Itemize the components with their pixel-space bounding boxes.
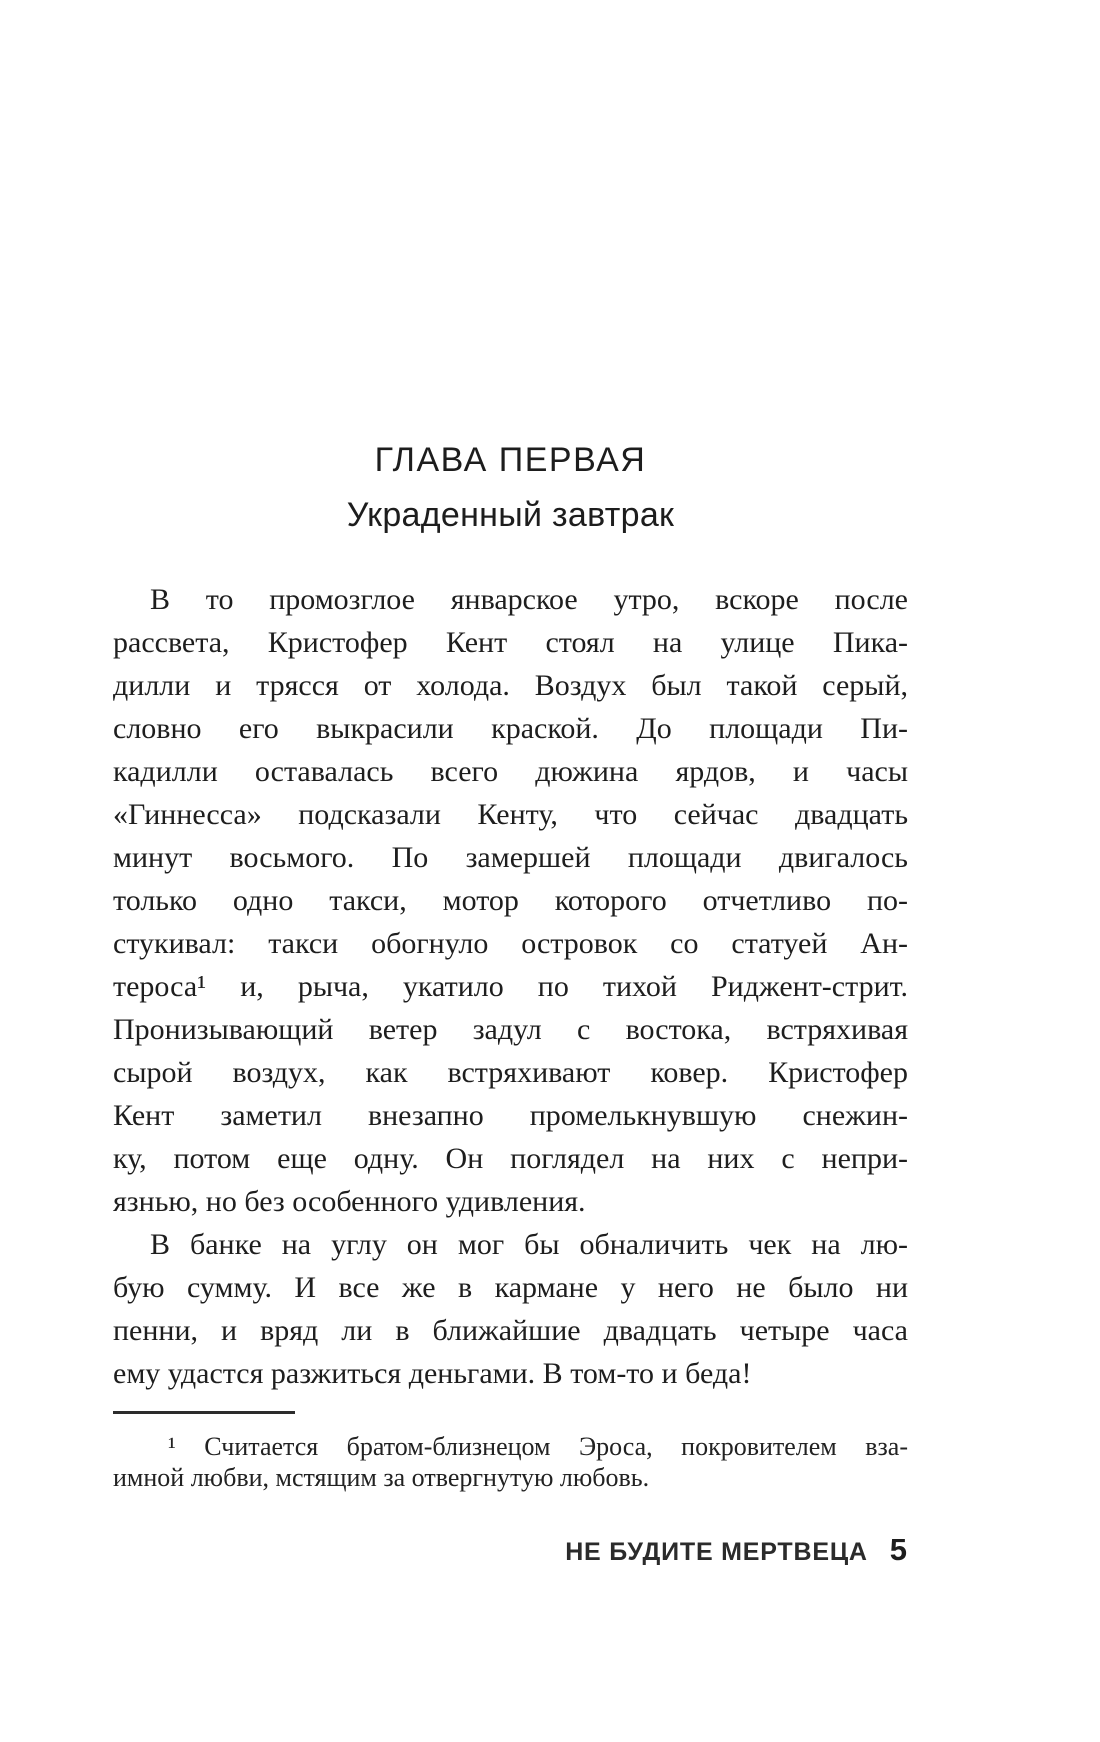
body-line: ку, потом еще одну. Он поглядел на них с непри- <box>113 1142 908 1175</box>
body-line: минут восьмого. По замершей площади двигалось <box>113 841 908 874</box>
footnote <box>113 1431 908 1493</box>
body-line: словно его выкрасили краской. До площади Пи- <box>113 712 908 745</box>
body-line: кадилли оставалась всего дюжина ярдов, и часы <box>113 755 908 788</box>
body-line: В банке на углу он мог бы обналичить чек на лю- <box>150 1228 908 1261</box>
body-line: бую сумму. И все же в кармане у него не было ни <box>113 1271 908 1304</box>
body-line: дилли и трясся от холода. Воздух был такой серый, <box>113 669 908 702</box>
page-number: 5 <box>889 1532 907 1567</box>
footnote-divider <box>113 1411 295 1414</box>
body-text <box>113 578 908 1395</box>
footnote-line: имной любви, мстящим за отвергнутую любовь. <box>113 1463 650 1492</box>
body-line: только одно такси, мотор которого отчетливо по- <box>113 884 908 917</box>
body-line: язнью, но без особенного удивления. <box>113 1185 586 1218</box>
body-line: В то промозглое январское утро, вскоре после <box>150 583 908 616</box>
footnote-line: ¹ Считается братом-близнецом Эроса, покровителем вза- <box>168 1432 908 1461</box>
body-line: пенни, и вряд ли в ближайшие двадцать четыре часа <box>113 1314 908 1347</box>
body-line: ему удастся разжиться деньгами. В том-то и беда! <box>113 1357 752 1390</box>
page-footer <box>565 1532 907 1570</box>
body-line: Пронизывающий ветер задул с востока, встряхивая <box>113 1013 908 1046</box>
body-line: тероса¹ и, рыча, укатило по тихой Риджент-стрит. <box>113 970 908 1003</box>
chapter-heading: ГЛАВА ПЕРВАЯ <box>374 441 647 479</box>
running-title: НЕ БУДИТЕ МЕРТВЕЦА <box>565 1538 868 1566</box>
body-line: «Гиннесса» подсказали Кенту, что сейчас двадцать <box>113 798 908 831</box>
chapter-subtitle: Украденный завтрак <box>346 496 675 534</box>
body-line: сырой воздух, как встряхивают ковер. Кристофер <box>113 1056 908 1089</box>
body-line: стукивал: такси обогнуло островок со статуей Ан- <box>113 927 908 960</box>
body-line: рассвета, Кристофер Кент стоял на улице Пика- <box>113 626 908 659</box>
body-line: Кент заметил внезапно промелькнувшую снежин- <box>113 1099 908 1132</box>
